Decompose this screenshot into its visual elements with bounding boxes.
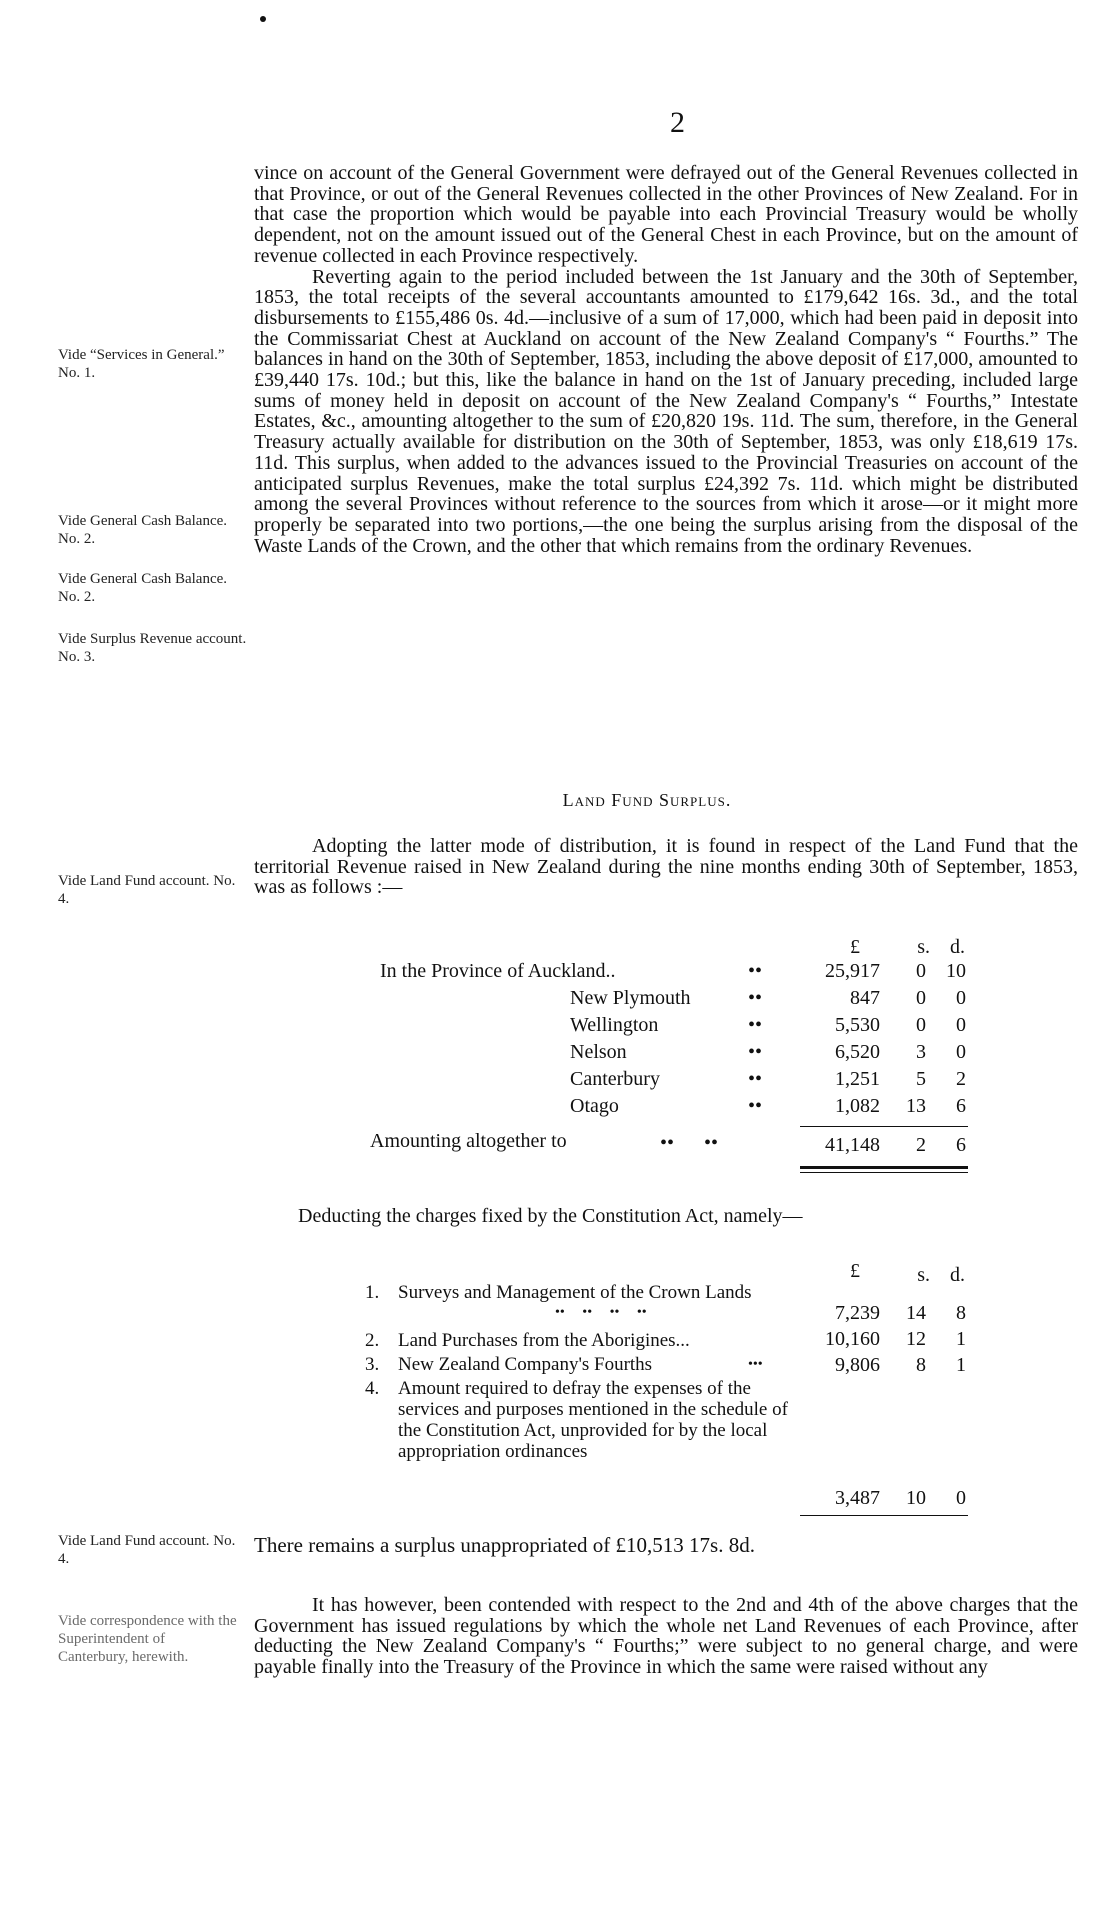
cell-shillings: 10: [906, 1487, 926, 1509]
deductions-rule: [800, 1515, 968, 1516]
table-row-label: Otago: [570, 1095, 619, 1117]
cell-shillings: 14: [906, 1302, 926, 1324]
table-row-label: Canterbury: [570, 1068, 660, 1090]
item-number: 4.: [365, 1378, 380, 1399]
pence-column: [930, 958, 966, 1119]
paragraph-2-text: Reverting again to the period included between the 1st January and the 30th of September, 1853, the total receipts of the several accountants amounted to £179,642 16s. 3d., and the total disbursements to £155,486 0s. 4d.—inclusive of a sum of 17,000, which had been paid in deposit into the Commissariat Chest at Auckland on account of the New Zealand Company's “ Fourths.” The balances in hand on the 30th of September, 1853, including the above deposit of £17,000, amounted to £39,440 17s. 10d.; but this, like the balance in hand on the 1st of January preceding, included large sums of money held in deposit on account of the New Zealand Company's “ Fourths,” Intestate Estates, &c., amounting altogether to the sum of £20,820 19s. 11d. The sum, therefore, in the General Treasury actually available for distribution on the 30th of September, 1853, was only £18,619 17s. 11d. This surplus, when added to the advances issued to the Provincial Treasuries on account of the anticipated surplus Revenues, make the total surplus £24,392 7s. 11d. which might be distributed among the several Provinces without reference to the sources from which it arose—or it might more properly be separated into two portions,—the one being the surplus arising from the disposal of the Waste Lands of the Crown, and the other that which remains from the ordinary Revenues.: [254, 265, 1078, 557]
header-pounds: £: [850, 936, 860, 958]
pounds-column: [780, 958, 880, 1119]
cell-pence: 0: [956, 1040, 966, 1063]
item-text: Surveys and Management of the Crown Lands: [398, 1282, 752, 1303]
paragraph-1-text: vince on account of the General Government were defrayed out of the General Revenues collected in that Province, or out of the General Revenues collected in the other Provinces of New Zealand. For in that case the proportion which would be payable into each Provincial Treasury would be wholly dependent, not on the amount issued out of the General Chest in each Province, but on the amount of revenue collected in each Province respectively.: [254, 162, 1078, 267]
paragraph-4: Deducting the charges fixed by the Constitution Act, namely—: [298, 1205, 803, 1227]
table-row-label: New Plymouth: [570, 987, 691, 1009]
leader-dots: •••: [748, 1357, 763, 1372]
cell-shillings: 8: [916, 1354, 926, 1376]
cell-pence: 0: [956, 1487, 966, 1509]
cell-pounds: 10,160: [825, 1328, 880, 1350]
cell-shillings: 0: [916, 986, 926, 1009]
header-pence: d.: [950, 1264, 965, 1286]
item-number: 2.: [365, 1330, 380, 1351]
cell-pounds: 6,520: [835, 1040, 880, 1063]
side-note-correspondence: Vide correspondence with the Superintendent of Canterbury, herewith.: [58, 1613, 237, 1665]
cell-pounds: 3,487: [835, 1487, 880, 1509]
leader-dots: •• •• •• ••: [555, 1305, 647, 1320]
cell-pence: 0: [956, 986, 966, 1009]
cell-pence: 10: [946, 960, 966, 982]
header-shillings: s.: [917, 1264, 930, 1286]
total-double-rule: [800, 1166, 968, 1169]
side-note-land-fund-1: Vide Land Fund account. No. 4.: [58, 873, 236, 907]
cell-pounds: 9,806: [835, 1354, 880, 1376]
total-shillings: 2: [916, 1134, 926, 1156]
leader-dots: •• •• •• •• •• ••: [748, 960, 763, 1117]
header-pounds: £: [850, 1260, 860, 1282]
total-double-rule-lower: [800, 1172, 968, 1173]
cell-pounds: 847: [850, 986, 880, 1009]
cell-pounds: 1,082: [835, 1094, 880, 1117]
cell-pence: 0: [956, 1013, 966, 1036]
item-text: Amount required to defray the expenses of the services and purposes mentioned in the schedule of the Constitution Act, unprovided for by the local appropriation ordinances: [398, 1378, 788, 1462]
total-label: Amounting altogether to: [370, 1130, 567, 1152]
leader-dots: •• ••: [660, 1132, 719, 1154]
cell-shillings: 0: [916, 1013, 926, 1036]
cell-shillings: 5: [916, 1067, 926, 1090]
total-pence: 6: [956, 1134, 966, 1156]
cell-shillings: 0: [916, 960, 926, 982]
item-text: New Zealand Company's Fourths: [398, 1354, 653, 1375]
side-note-services: Vide “Services in General.” No. 1.: [58, 347, 225, 381]
paragraph-6: It has however, been contended with respect to the 2nd and 4th of the above charges that the Government has issued regulations by which the whole net Land Revenues of each Province, after deducting the New Zealand Company's “ Fourths;” were subject to no general charge, and were payable finally into the Treasury of the Province in which the same were raised without any: [254, 1594, 1078, 1679]
page-number: 2: [670, 106, 685, 139]
table-row-label: Wellington: [570, 1014, 659, 1036]
item-number: 3.: [365, 1354, 380, 1375]
cell-pounds: 1,251: [835, 1067, 880, 1090]
item-number: 1.: [365, 1282, 380, 1303]
header-shillings: s.: [917, 936, 930, 958]
cell-pence: 1: [956, 1354, 966, 1376]
cell-shillings: 3: [916, 1040, 926, 1063]
paragraph-3: Adopting the latter mode of distribution, it is found in respect of the Land Fund that the territorial Revenue raised in New Zealand during the nine months ending 30th of September, 1853, was as follows :—: [254, 835, 1078, 899]
table-row-label: In the Province of Auckland..: [380, 960, 616, 982]
shillings-column: [890, 958, 926, 1119]
ink-dot: [260, 16, 266, 22]
section-heading: Land Fund Surplus.: [562, 790, 732, 810]
table-row-label: Nelson: [570, 1041, 627, 1063]
header-pence: d.: [950, 936, 965, 958]
total-pounds: 41,148: [825, 1134, 880, 1156]
cell-pence: 2: [956, 1067, 966, 1090]
side-note-cash-balance-1: Vide General Cash Balance. No. 2.: [58, 513, 228, 547]
item-text: Land Purchases from the Aborigines...: [398, 1330, 690, 1351]
cell-shillings: 13: [906, 1094, 926, 1117]
cell-pounds: 7,239: [835, 1302, 880, 1324]
surplus-line: There remains a surplus unappropriated of £10,513 17s. 8d.: [254, 1533, 755, 1557]
cell-pence: 8: [956, 1302, 966, 1324]
side-note-land-fund-2: Vide Land Fund account. No. 4.: [58, 1533, 236, 1567]
subtotal-rule: [800, 1126, 968, 1127]
cell-shillings: 12: [906, 1328, 926, 1350]
side-note-surplus-revenue: Vide Surplus Revenue account. No. 3.: [58, 631, 247, 665]
cell-pence: 6: [956, 1094, 966, 1117]
cell-pence: 1: [956, 1328, 966, 1350]
cell-pounds: 5,530: [835, 1013, 880, 1036]
paragraph-province-revenues: [254, 163, 1078, 556]
cell-pounds: 25,917: [825, 960, 880, 982]
side-note-cash-balance-2: Vide General Cash Balance. No. 2.: [58, 571, 228, 605]
